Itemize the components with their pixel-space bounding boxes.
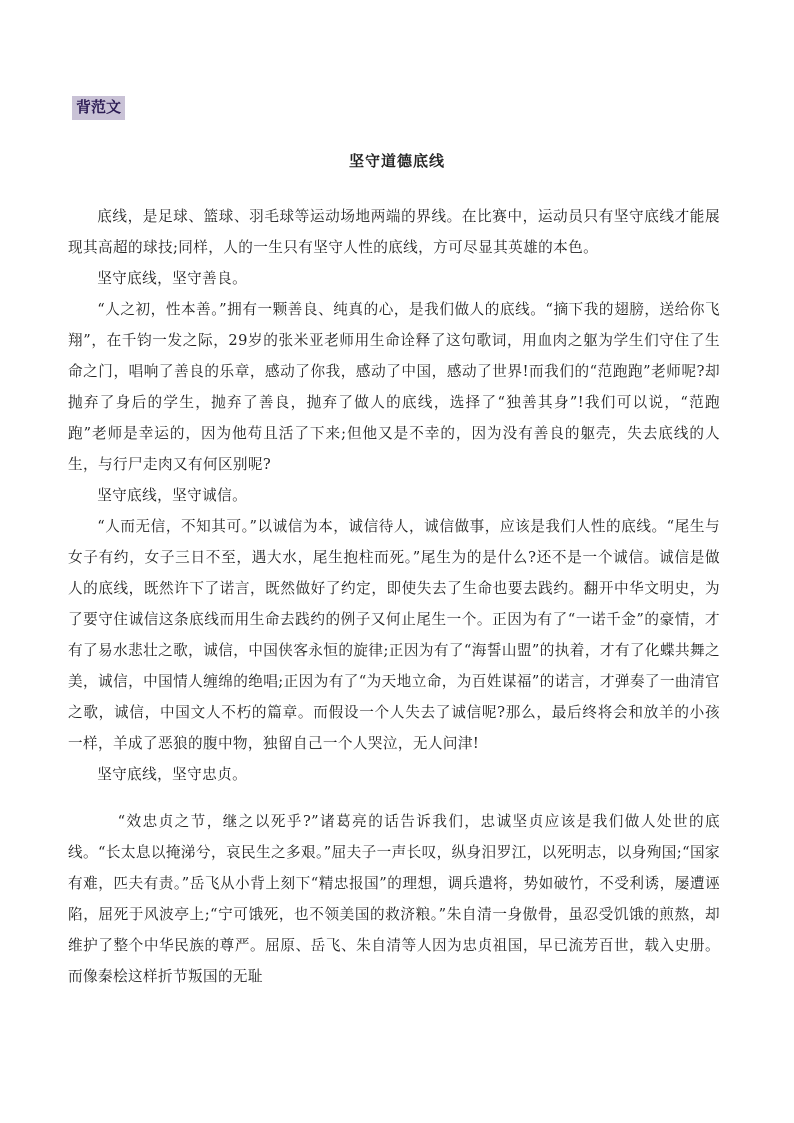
paragraph: 坚守底线，坚守善良。 bbox=[97, 270, 248, 287]
paragraph: 底线，是足球、篮球、羽毛球等运动场地两端的界线。在比赛中，运动员只有坚守底线才能展现其高超的球技;同样，人的一生只有坚守人性的底线，方可尽显其英雄的本色。 bbox=[68, 208, 720, 256]
essay-title: 坚守道德底线 bbox=[348, 152, 445, 170]
paragraph: “人之初，性本善。”拥有一颗善良、纯真的心，是我们做人的底线。“摘下我的翅膀，送给你飞翔”，在千钧一发之际，29岁的张米亚老师用生命诠释了这句歌词，用血肉之躯为学生们守住了生命之门，唱响了善良的乐章，感动了你我，感动了中国，感动了世界!而我们的“范跑跑”老师呢?却抛弃了身后的学生，抛弃了善良，抛弃了做人的底线，选择了“独善其身”!我们可以说，“范跑跑”老师是幸运的，因为他苟且活了下来;但他又是不幸的，因为没有善良的躯壳，失去底线的人生，与行尸走肉又有何区别呢? bbox=[68, 301, 720, 473]
paragraph: 坚守底线，坚守忠贞。 bbox=[97, 766, 248, 783]
paragraph: 坚守底线，坚守诚信。 bbox=[97, 487, 248, 504]
essay-body bbox=[68, 201, 720, 992]
section-label: 背范文 bbox=[72, 96, 125, 120]
paragraph: “人而无信，不知其可。”以诚信为本，诚信待人，诚信做事，应该是我们人性的底线。“尾生与女子有约，女子三日不至，遇大水，尾生抱柱而死。”尾生为的是什么?还不是一个诚信。诚信是做人的底线，既然许下了诺言，既然做好了约定，即使失去了生命也要去践约。翻开中华文明史，为了要守住诚信这条底线而用生命去践约的例子又何止尾生一个。正因为有了“一诺千金”的豪情，才有了易水悲壮之歌，诚信，中国侠客永恒的旋律;正因为有了“海誓山盟”的执着，才有了化蝶共舞之美，诚信，中国情人缠绵的绝唱;正因为有了“为天地立命，为百姓谋福”的诺言，才弹奏了一曲清官之歌，诚信，中国文人不朽的篇章。而假设一个人失去了诚信呢?那么，最后终将会和放羊的小孩一样，羊成了恶狼的腹中物，独留自己一个人哭泣，无人问津! bbox=[68, 518, 720, 752]
paragraph: “效忠贞之节，继之以死乎?”诸葛亮的话告诉我们，忠诚坚贞应该是我们做人处世的底线。“长太息以掩涕兮，哀民生之多艰。”屈夫子一声长叹，纵身汨罗江，以死明志，以身殉国;“国家有难，匹夫有责。”岳飞从小背上刻下“精忠报国”的理想，调兵遣将，势如破竹，不受利诱，屡遭诬陷，屈死于风波亭上;“宁可饿死，也不领美国的救济粮。”朱自清一身傲骨，虽忍受饥饿的煎熬，却维护了整个中华民族的尊严。屈原、岳飞、朱自清等人因为忠贞祖国，早已流芳百世，载入史册。而像秦桧这样折节叛国的无耻 bbox=[68, 813, 720, 985]
